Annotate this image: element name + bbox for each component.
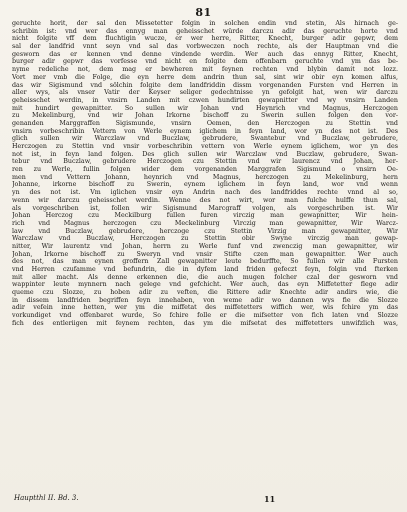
text-line: geheisschet werdin, in vnsirn Landen mit czwen hundirten gewapnitter vnd wy vnsirn Landen xyxy=(12,96,398,104)
text-line: gesworn das er kennen vnd denne vindende werdin. Wer auch das ennyg Ritter, Knecht, xyxy=(12,50,398,58)
text-line: nicht folgite vff dem fluchtigin wucze, er wer herre, Ritter, Knecht, burger adir gepwr, dem xyxy=(12,35,398,43)
text-line: Warczlaw vnd Buczlaw, Herczogen zu Stettin obir Swyne virczig man gewap- xyxy=(12,235,398,243)
text-line: law vnd Buczlaw, gebrudere, herczoge czu Stettin Virzig man gewapnitter, Wir xyxy=(12,227,398,235)
text-line: aller wys, als vnser Vatir der Keyser seliger gedechtnisse yn gefolgit hat, wen wir darczu xyxy=(12,89,398,97)
text-line: not ist, in feyn land folgen. Des glich sullen wir Warczlaw vnd Buczlaw, gebrudere, Swan- xyxy=(12,150,398,158)
text-line: vorkundiget vnd offenbaret wurde, So fchire folle er die mifsetter von fich laten vnd Slozze xyxy=(12,312,398,320)
text-line: tebur vnd Buczlaw, gebrudere Herczogen czu Stettin vnd wir laurencz vnd Johan, her- xyxy=(12,158,398,166)
text-line: Herczogen zu Stettin vnd vnsir vorbeschribin vettern von Werle eynem iglichem, wor yn des xyxy=(12,143,398,150)
text-line: nitter, Wir laurentz vnd Johan, herrn zu Werle funf vnd zwenczig man gewapnitter, wir xyxy=(12,242,398,250)
text-line: adir vefein inne hetten, wer ym die miffetat des miffetetters wiffich wer, wis fchire ym das xyxy=(12,304,398,312)
text-line: fich des entleriigen mit feynem rechten, das ym die mifsetat des miffetetters unwifzlich was, xyxy=(12,319,398,327)
text-line: wenn wir darczu geheisschet werdin. Wenne des not wirt, wor man fulche hulffe thun sal, xyxy=(12,196,398,204)
text-line: mit hundirt gewapnitter. So sullen wir Johan vnd Heynrich vnd Magnus, Herczogen xyxy=(12,104,398,112)
text-line: zu Mekelinburg, vnd wir Johan Irkorne bischoff zu Swerin sullen folgen den vor- xyxy=(12,112,398,120)
text-line: des not, das man eynen groffern Zall gewapnitter leute bedurffte, So fullen wir alle Fursten xyxy=(12,258,398,266)
text-line: rich vnd Magnus herczogen czu Meckelinburg Virczig man gewapnitter, Wir Warcz- xyxy=(12,219,398,227)
text-line: wappinter leute mynnern nach gelege vnd gefchicht. Wer auch, das eyn Miffetetter flege adir xyxy=(12,281,398,289)
text-line: als vorgeschriben ist, follen wir Sigismund Marcgraff volgen, als vorgeschriben ist. Wir xyxy=(12,204,398,212)
text-line: vnsirn vorbeschribin Vettern von Werle eynem iglichem in feyn land, wor yn des not ist. Des xyxy=(12,127,398,135)
text-line: queme czu Slozze, zu hoben adir zu veften, die Rittere adir Knechte adir andirs wie, die xyxy=(12,289,398,297)
text-line: burger adir gepwr das vorfesse vnd nicht en folgite dem offenbarn geruchte vnd ym das be- xyxy=(12,58,398,66)
text-line: mit aller macht. Als denne erkennen die, die auch mugen folcher czal der gesworn vnd xyxy=(12,273,398,281)
text-line: men vnd Vettern Johann, heynrich vnd Magnus, herczogen zu Mekelinburg, hern xyxy=(12,173,398,181)
text-line: schribin ist: vnd wer das ennyg man geheisschet würde darczu adir das geruchte horte vnd xyxy=(12,27,398,35)
text-line: sal der landfrid vnnt seyn vnd sal das vorbweczen noch rechte, als der Hauptman vnd die xyxy=(12,43,398,51)
folio-number: 11 xyxy=(264,494,276,504)
page-number: 81 xyxy=(195,6,212,19)
text-line: geruchte horit, der sal den Missetetter folgin in solchen endin vnd stetin, Als hirnach ge- xyxy=(12,20,398,27)
signature-mark: Hauptthl II. Bd. 3. xyxy=(14,494,79,502)
text-line: Vort mer vmb die Folge, die eyn herre dem andrin thun sal, sint wir obir eyn komen alfus, xyxy=(12,73,398,81)
text-line: in dissem landfriden begriffen feyn innehaben, von weme adir wo dannen wys fie die Slozze xyxy=(12,296,398,304)
text-line: Johanne, irkorne bischoff zu Swerin, eynem iglichem in feyn land, wor vnd wenn xyxy=(12,181,398,189)
text-line: Johan Herczog czu Meckilburg fullen furen virczig man gewapnitter, Wir hein- xyxy=(12,212,398,220)
text-line: Johan, Irkorne bischoff zu Sweryn vnd vnsir Stifte czen man gewapnitter. Wer auch xyxy=(12,250,398,258)
text-line: vnd Herren czufamme vnd befundrin, die in dyfem land friden gefeczt feyn, folgin vnd fterken xyxy=(12,266,398,273)
text-line: yn des not ist. Vm iglichen vnsir eyn Andrin nach des landfriddes rechte vnnd al so, xyxy=(12,189,398,197)
text-line: glich sullen wir Warczlaw vnd Buczlaw, gebrudere, Swantebur vnd Buczlaw, gebrudere, xyxy=(12,135,398,143)
text-line: nyme redeliche not, dem mag er bewheren mit feynen rechten vnd blybin damit not lozz. xyxy=(12,66,398,74)
text-line: ren zu Werle, fullin folgen wider dem vorgenanden Marggrafen Sigismund o vnsirn Oe- xyxy=(12,166,398,174)
text-line: das wir Sigismund vnd sölchin folgite dem landfriddin dissm vorgenanden Fursten vnd Herren in xyxy=(12,81,398,89)
text-line: genanden Marggraffen Sigismunde, vnsirn Oemen, den Herczogen zu Stettin vnd xyxy=(12,119,398,127)
document-body xyxy=(12,20,398,328)
